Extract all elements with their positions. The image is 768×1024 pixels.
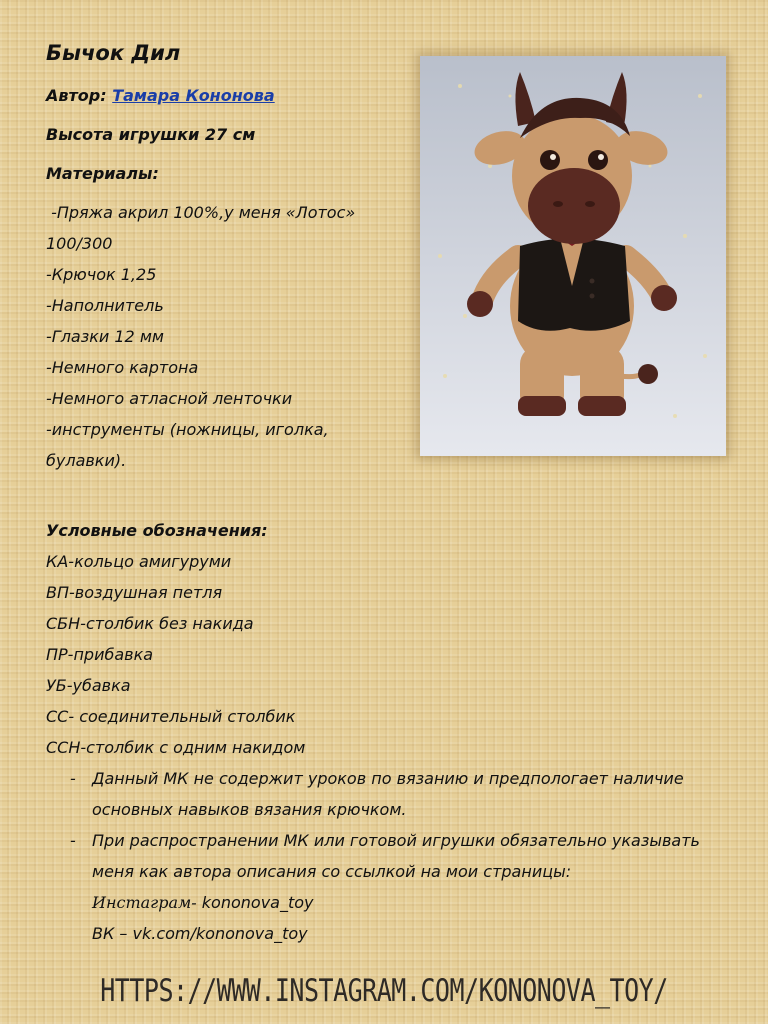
notes-list (46, 763, 746, 949)
legend-item: СС- соединительный столбик (46, 707, 296, 726)
material-item: -инструменты (ножницы, иголка, булавки). (46, 420, 329, 470)
author-link[interactable]: Тамара Кононова (112, 86, 275, 105)
materials-heading: Материалы: (46, 164, 159, 183)
author-label: Автор: (46, 86, 113, 105)
legend-section (46, 515, 746, 949)
instagram-label: Инстаграм- (92, 893, 197, 912)
author-line (46, 80, 406, 111)
legend-item: СБН-столбик без накида (46, 614, 254, 633)
vk-line[interactable]: ВК – vk.com/kononova_toy (92, 924, 308, 943)
note-text: При распространении МК или готовой игрушки обязательно указывать меня как автора описания со ссылкой на мои страницы: (92, 831, 700, 881)
legend-item: ПР-прибавка (46, 645, 154, 664)
material-item: -Глазки 12 мм (46, 327, 164, 346)
note-item (70, 825, 746, 949)
document-body (46, 40, 406, 476)
page-title: Бычок Дил (46, 41, 181, 65)
instagram-handle[interactable]: kononova_toy (196, 893, 314, 912)
toy-height: Высота игрушки 27 см (46, 125, 256, 144)
note-item (70, 763, 746, 825)
bull-toy-image (420, 56, 726, 456)
material-item: -Немного картона (46, 358, 199, 377)
legend-item: ССН-столбик с одним накидом (46, 738, 306, 757)
legend-item: УБ-убавка (46, 676, 131, 695)
toy-photo (420, 56, 726, 456)
note-text: Данный МК не содержит уроков по вязанию и предпологает наличие основных навыков вязания крючком. (92, 769, 684, 819)
legend-item: КА-кольцо амигуруми (46, 552, 232, 571)
materials-list (46, 197, 406, 476)
material-item: -Немного атласной ленточки (46, 389, 293, 408)
material-item: -Наполнитель (46, 296, 164, 315)
material-item: -Пряжа акрил 100%,у меня «Лотос» 100/300 (46, 203, 361, 253)
instagram-footer-link[interactable]: HTTPS://WWW.INSTAGRAM.COM/KONONOVA_TOY/ (100, 972, 668, 1009)
material-item: -Крючок 1,25 (46, 265, 157, 284)
legend-item: ВП-воздушная петля (46, 583, 223, 602)
legend-heading: Условные обозначения: (46, 521, 268, 540)
